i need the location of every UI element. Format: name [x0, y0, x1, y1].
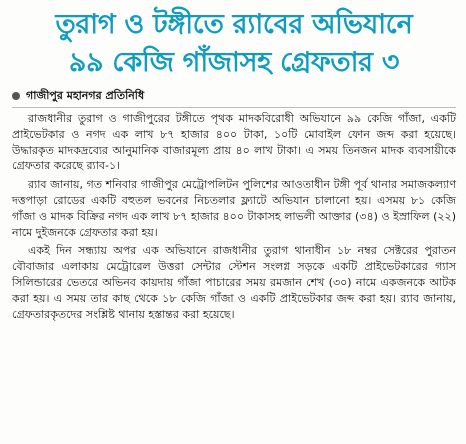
divider	[12, 107, 456, 108]
headline	[12, 6, 456, 82]
byline-row	[12, 88, 456, 104]
byline: গাজীপুর মহানগর প্রতিনিধি	[26, 88, 145, 102]
paragraph-3: একই দিন সন্ধ্যায় অপর এক অভিযানে রাজধানীর তুরাগ থানাধীন ১৮ নম্বর সেক্টরের পুরাতন বৌবাজার এলাকায় মেট্রোরেল উত্তরা সেন্টার স্টেশন সংলগ্ন সড়কে একটি প্রাইভেটকারের গ্যাস সিলিন্ডারের ভেতরে অভিনব কায়দায় গাঁজা পাচারের সময় রমজান শেখ (৩০) নামে একজনকে আটক করা হয়। এ সময় তার কাছ থেকে ১৮ কেজি গাঁজা ও একটি প্রাইভেটকার জব্দ করা হয়। র‍্যাব জানায়, গ্রেফতারকৃতদের সংশ্লিষ্ট থানায় হস্তান্তর করা হয়েছে।	[12, 244, 456, 321]
headline-line-1: তুরাগ ও টঙ্গীতে র‍্যাবের অভিযানে	[55, 9, 413, 40]
headline-line-2: ৯৯ কেজি গাঁজাসহ গ্রেফতার ৩	[68, 47, 400, 78]
bullet-icon	[12, 92, 20, 100]
paragraph-2: র‍্যাব জানায়, গত শনিবার গাজীপুর মেট্রোপলিটন পুলিশের আওতাধীন টঙ্গী পূর্ব থানার সমাজকল্যাণ দত্তপাড়া রোডের একটি বহুতল ভবনের নিচতলার ফ্ল্যাটে অভিযান চালানো হয়। এসময় ৮১ কেজি গাঁজা ও মাদক বিক্রির নগদ এক লাখ ৮৭ হাজার ৪০০ টাকাসহ লাভলী আক্তার (৩৪) ও ইস্রাফিল (২২) নামে দুইজনকে গ্রেফতার করা হয়।	[12, 178, 456, 239]
paragraph-1: রাজধানীর তুরাগ ও গাজীপুরের টঙ্গীতে পৃথক মাদকবিরোধী অভিযানে ৯৯ কেজি গাঁজা, একটি প্রাইভেটকার ও নগদ এক লাখ ৮৭ হাজার ৪০০ টাকা, ১০টি মোবাইল ফোন জব্দ করা হয়েছে। উদ্ধারকৃত মাদকদ্রব্যের আনুমানিক বাজারমূল্য প্রায় ৪০ লাখ টাকা। এ সময় তিনজন মাদক ব্যবসায়ীকে গ্রেফতার করেছে র‍্যাব-১।	[12, 112, 456, 173]
article-body	[12, 111, 456, 322]
